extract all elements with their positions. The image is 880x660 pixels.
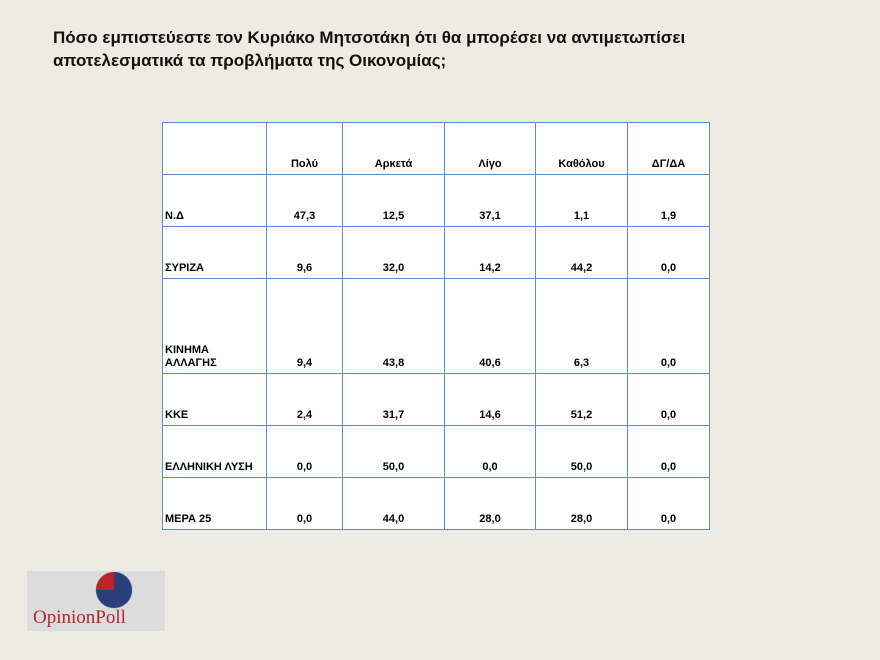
value-cell: 0,0 [628, 426, 710, 478]
party-label: ΣΥΡΙΖΑ [163, 227, 267, 279]
value-cell: 9,6 [267, 227, 343, 279]
value-cell: 0,0 [628, 279, 710, 374]
logo-wordmark [33, 607, 126, 628]
header-cell: ΔΓ/ΔΑ [628, 123, 710, 175]
value-cell: 0,0 [628, 227, 710, 279]
value-cell: 1,9 [628, 175, 710, 227]
value-cell: 6,3 [536, 279, 628, 374]
value-cell: 44,2 [536, 227, 628, 279]
header-row [163, 123, 710, 175]
value-cell: 44,0 [343, 478, 445, 530]
question-line-2: αποτελεσματικά τα προβλήματα της Οικονομίας; [53, 51, 447, 70]
table-row [163, 279, 710, 374]
table-row [163, 374, 710, 426]
value-cell: 1,1 [536, 175, 628, 227]
value-cell: 50,0 [536, 426, 628, 478]
results-table [162, 122, 710, 530]
value-cell: 12,5 [343, 175, 445, 227]
value-cell: 0,0 [628, 478, 710, 530]
value-cell: 0,0 [628, 374, 710, 426]
header-cell: Λίγο [445, 123, 536, 175]
logo-text-opinion: Opinion [33, 607, 96, 628]
party-label: ΕΛΛΗΝΙΚΗ ΛΥΣΗ [163, 426, 267, 478]
value-cell: 51,2 [536, 374, 628, 426]
party-label: ΚΚΕ [163, 374, 267, 426]
header-cell: Καθόλου [536, 123, 628, 175]
value-cell: 14,2 [445, 227, 536, 279]
logo-text-poll: Poll [95, 607, 126, 628]
party-label: ΜΕΡΑ 25 [163, 478, 267, 530]
value-cell: 2,4 [267, 374, 343, 426]
table-row [163, 426, 710, 478]
logo-red-segment [96, 572, 114, 590]
question-line-1: Πόσο εμπιστεύεστε τον Κυριάκο Μητσοτάκη ότι θα μπορέσει να αντιμετωπίσει [53, 28, 686, 47]
logo-graphic [27, 571, 165, 631]
value-cell: 31,7 [343, 374, 445, 426]
party-label: ΚΙΝΗΜΑ ΑΛΛΑΓΗΣ [163, 279, 267, 374]
value-cell: 47,3 [267, 175, 343, 227]
value-cell: 14,6 [445, 374, 536, 426]
value-cell: 43,8 [343, 279, 445, 374]
table-row [163, 175, 710, 227]
value-cell: 50,0 [343, 426, 445, 478]
question-title [53, 26, 853, 72]
table-row [163, 478, 710, 530]
value-cell: 0,0 [445, 426, 536, 478]
party-label: Ν.Δ [163, 175, 267, 227]
header-cell: Αρκετά [343, 123, 445, 175]
value-cell: 32,0 [343, 227, 445, 279]
value-cell: 40,6 [445, 279, 536, 374]
value-cell: 9,4 [267, 279, 343, 374]
opinion-poll-logo [27, 571, 165, 631]
value-cell: 0,0 [267, 478, 343, 530]
value-cell: 0,0 [267, 426, 343, 478]
value-cell: 28,0 [445, 478, 536, 530]
header-cell-empty [163, 123, 267, 175]
value-cell: 37,1 [445, 175, 536, 227]
header-cell: Πολύ [267, 123, 343, 175]
value-cell: 28,0 [536, 478, 628, 530]
table-row [163, 227, 710, 279]
